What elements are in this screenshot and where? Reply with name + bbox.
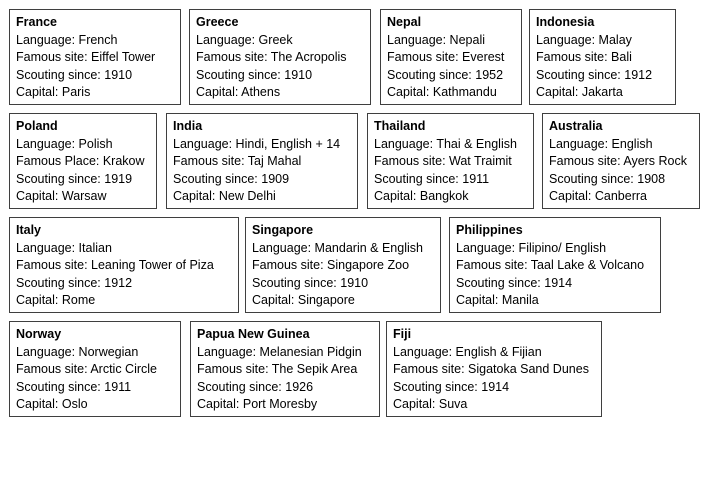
capital-line: Capital: Canberra bbox=[549, 189, 647, 204]
country-name: Norway bbox=[16, 327, 62, 341]
language-line: Language: Mandarin & English bbox=[252, 240, 423, 255]
language-line: Language: Norwegian bbox=[16, 344, 139, 359]
country-card-papua-new-guinea bbox=[190, 321, 380, 417]
famous-site-line: Famous site: Singapore Zoo bbox=[252, 258, 410, 273]
country-card-philippines bbox=[449, 217, 661, 313]
country-name: France bbox=[16, 15, 57, 29]
scouting-since-line: Scouting since: 1911 bbox=[16, 379, 132, 394]
capital-line: Capital: Warsaw bbox=[16, 189, 107, 204]
famous-site-line: Famous site: Taj Mahal bbox=[173, 154, 302, 169]
country-name: Italy bbox=[16, 223, 42, 237]
capital-line: Capital: Jakarta bbox=[536, 85, 623, 100]
capital-line: Capital: Suva bbox=[393, 397, 468, 412]
famous-site-line: Famous site: Taal Lake & Volcano bbox=[456, 258, 645, 273]
country-name: Greece bbox=[196, 15, 239, 29]
scouting-since-line: Scouting since: 1912 bbox=[536, 67, 653, 82]
country-name: Nepal bbox=[387, 15, 422, 29]
country-name: Poland bbox=[16, 119, 58, 133]
famous-site-line: Famous site: Wat Traimit bbox=[374, 154, 512, 169]
famous-site-line: Famous site: Leaning Tower of Piza bbox=[16, 258, 214, 273]
country-name: Thailand bbox=[374, 119, 426, 133]
country-name: Philippines bbox=[456, 223, 523, 237]
language-line: Language: Hindi, English + 14 bbox=[173, 136, 341, 151]
country-name: Australia bbox=[549, 119, 603, 133]
capital-line: Capital: Manila bbox=[456, 293, 539, 308]
capital-line: Capital: Port Moresby bbox=[197, 397, 318, 412]
country-name: Papua New Guinea bbox=[197, 327, 310, 341]
capital-line: Capital: Rome bbox=[16, 293, 96, 308]
country-name: India bbox=[173, 119, 203, 133]
country-card-india bbox=[166, 113, 358, 209]
capital-line: Capital: Paris bbox=[16, 85, 91, 100]
famous-place-line: Famous Place: Krakow bbox=[16, 154, 145, 169]
capital-line: Capital: Athens bbox=[196, 85, 281, 100]
country-card-singapore bbox=[245, 217, 441, 313]
language-line: Language: Melanesian Pidgin bbox=[197, 344, 362, 359]
country-card-australia bbox=[542, 113, 700, 209]
country-name: Fiji bbox=[393, 327, 412, 341]
famous-site-line: Famous site: Sigatoka Sand Dunes bbox=[393, 362, 589, 377]
country-card-nepal bbox=[380, 9, 522, 105]
language-line: Language: Malay bbox=[536, 32, 632, 47]
famous-site-line: Famous site: The Acropolis bbox=[196, 50, 347, 65]
scouting-since-line: Scouting since: 1912 bbox=[16, 275, 133, 290]
scouting-since-line: Scouting since: 1914 bbox=[456, 275, 573, 290]
language-line: Language: Thai & English bbox=[374, 136, 517, 151]
capital-line: Capital: New Delhi bbox=[173, 189, 276, 204]
famous-site-line: Famous site: Ayers Rock bbox=[549, 154, 688, 169]
country-card-indonesia bbox=[529, 9, 676, 105]
famous-site-line: Famous site: Eiffel Tower bbox=[16, 50, 156, 65]
country-card-france bbox=[9, 9, 181, 105]
country-card-greece bbox=[189, 9, 371, 105]
scouting-since-line: Scouting since: 1909 bbox=[173, 171, 290, 186]
language-line: Language: English & Fijian bbox=[393, 344, 542, 359]
country-card-fiji bbox=[386, 321, 602, 417]
country-name: Indonesia bbox=[536, 15, 595, 29]
scouting-since-line: Scouting since: 1910 bbox=[196, 67, 313, 82]
country-card-italy bbox=[9, 217, 239, 313]
capital-line: Capital: Kathmandu bbox=[387, 85, 497, 100]
scouting-since-line: Scouting since: 1952 bbox=[387, 67, 504, 82]
language-line: Language: Nepali bbox=[387, 32, 485, 47]
country-name: Singapore bbox=[252, 223, 314, 237]
language-line: Language: Filipino/ English bbox=[456, 240, 607, 255]
language-line: Language: Polish bbox=[16, 136, 113, 151]
scouting-since-line: Scouting since: 1914 bbox=[393, 379, 510, 394]
scouting-since-line: Scouting since: 1926 bbox=[197, 379, 314, 394]
scouting-since-line: Scouting since: 1911 bbox=[374, 171, 490, 186]
famous-site-line: Famous site: Bali bbox=[536, 50, 632, 65]
famous-site-line: Famous site: Arctic Circle bbox=[16, 362, 158, 377]
scouting-since-line: Scouting since: 1908 bbox=[549, 171, 666, 186]
language-line: Language: French bbox=[16, 32, 118, 47]
country-card-thailand bbox=[367, 113, 534, 209]
language-line: Language: Italian bbox=[16, 240, 112, 255]
capital-line: Capital: Singapore bbox=[252, 293, 355, 308]
country-card-norway bbox=[9, 321, 181, 417]
scouting-since-line: Scouting since: 1919 bbox=[16, 171, 133, 186]
famous-site-line: Famous site: The Sepik Area bbox=[197, 362, 358, 377]
capital-line: Capital: Bangkok bbox=[374, 189, 469, 204]
language-line: Language: English bbox=[549, 136, 653, 151]
country-card-poland bbox=[9, 113, 157, 209]
scouting-since-line: Scouting since: 1910 bbox=[252, 275, 369, 290]
language-line: Language: Greek bbox=[196, 32, 293, 47]
scouting-since-line: Scouting since: 1910 bbox=[16, 67, 133, 82]
famous-site-line: Famous site: Everest bbox=[387, 50, 505, 65]
capital-line: Capital: Oslo bbox=[16, 397, 88, 412]
